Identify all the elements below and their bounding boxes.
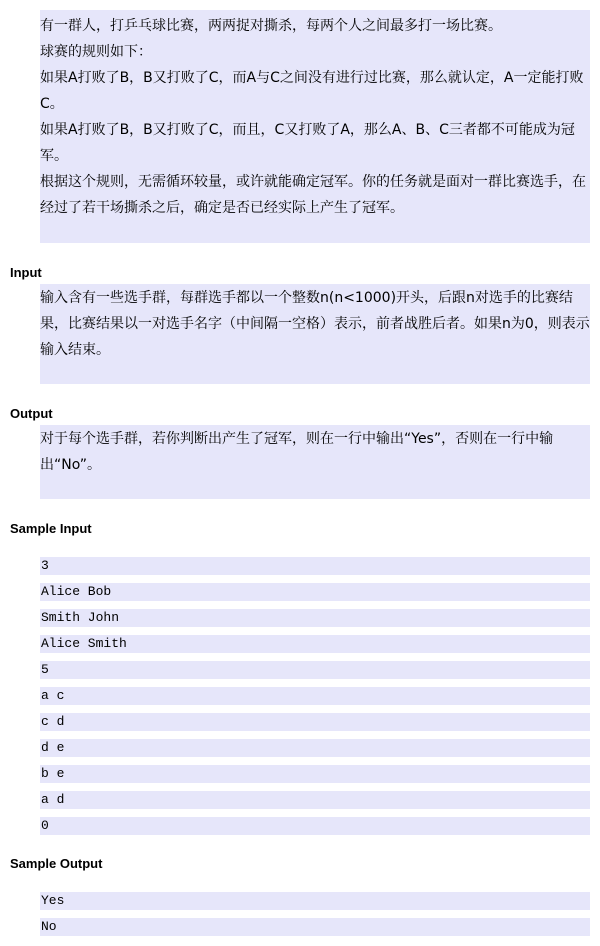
sample-output-heading: Sample Output: [10, 856, 103, 871]
sample-input-line: Alice Smith: [40, 635, 590, 653]
description-paragraph: 球赛的规则如下：: [40, 44, 152, 60]
sample-input-line: a d: [40, 791, 590, 809]
sample-input-line: 0: [40, 817, 590, 835]
input-box: [40, 284, 590, 384]
description-paragraph: 根据这个规则，无需循环较量，或许就能确定冠军。你的任务就是面对一群比赛选手，在经过了若干场撕杀之后，确定是否已经实际上产生了冠军。: [40, 174, 586, 216]
description-paragraph: 如果A打败了B，B又打败了C，而且，C又打败了A，那么A、B、C三者都不可能成为冠军。: [40, 122, 575, 164]
sample-input-line: 3: [40, 557, 590, 575]
sample-input-line: d e: [40, 739, 590, 757]
input-text: 输入含有一些选手群，每群选手都以一个整数n(n<1000)开头，后跟n对选手的比赛结果，比赛结果以一对选手名字（中间隔一空格）表示，前者战胜后者。如果n为0，则表示输入结束。: [40, 290, 590, 358]
sample-output-line: Yes: [40, 892, 590, 910]
sample-input-line: Smith John: [40, 609, 590, 627]
description-paragraph: 有一群人，打乒乓球比赛，两两捉对撕杀，每两个人之间最多打一场比赛。: [40, 18, 502, 34]
input-heading: Input: [10, 265, 42, 280]
sample-input-line: c d: [40, 713, 590, 731]
description-paragraph: 如果A打败了B，B又打败了C，而A与C之间没有进行过比赛，那么就认定，A一定能打败C。: [40, 70, 584, 112]
sample-input-line: a c: [40, 687, 590, 705]
sample-input-line: b e: [40, 765, 590, 783]
description-box: [40, 10, 590, 243]
output-box: [40, 425, 590, 499]
sample-input-line: Alice Bob: [40, 583, 590, 601]
output-heading: Output: [10, 406, 53, 421]
sample-input-heading: Sample Input: [10, 521, 92, 536]
sample-output-line: No: [40, 918, 590, 936]
output-text: 对于每个选手群，若你判断出产生了冠军，则在一行中输出“Yes”，否则在一行中输出“No”。: [40, 431, 554, 473]
sample-input-line: 5: [40, 661, 590, 679]
